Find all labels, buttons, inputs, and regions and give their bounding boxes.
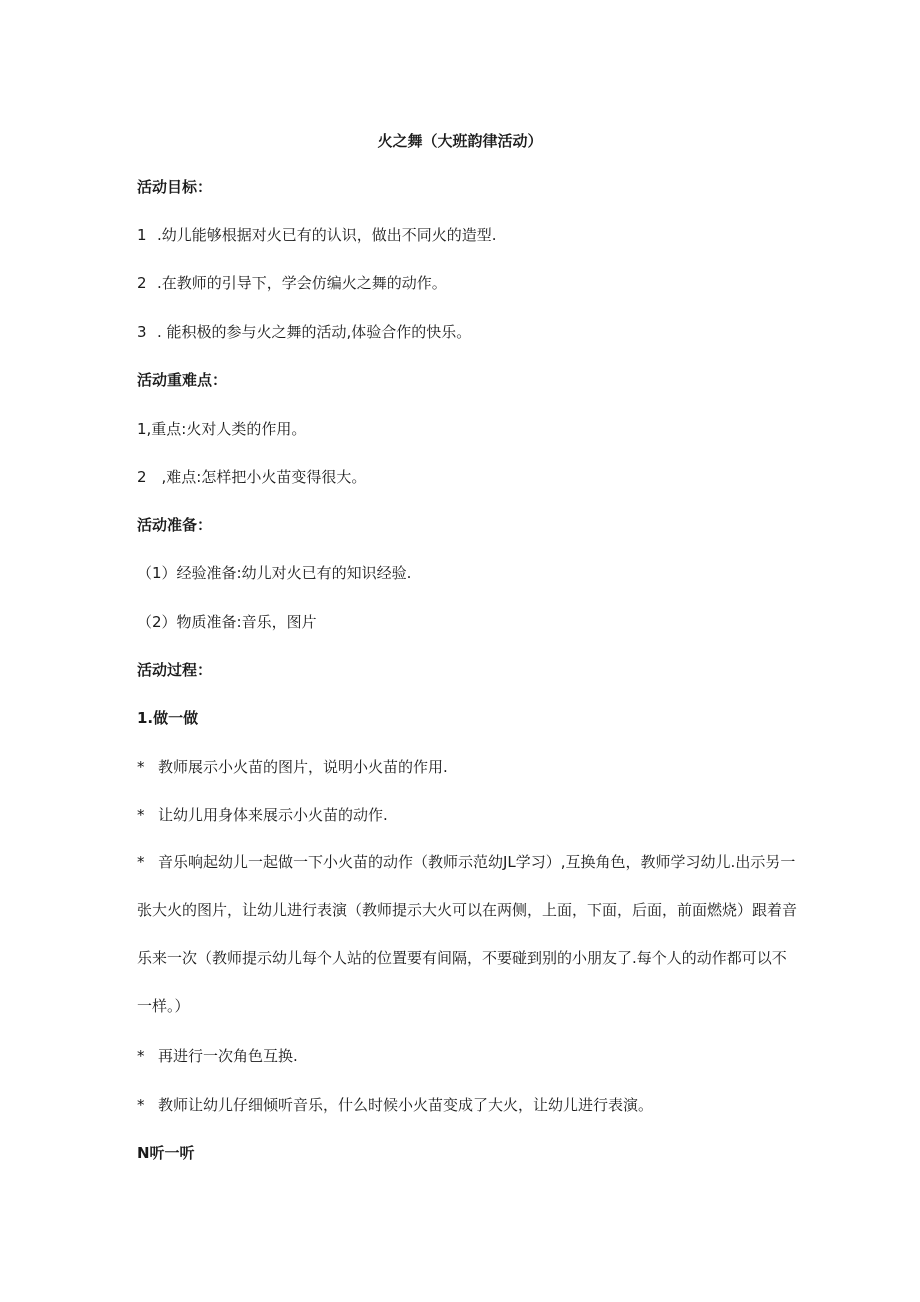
bullet-star: *	[137, 1096, 145, 1114]
goal-item-3	[137, 321, 797, 343]
bullet-star: *	[137, 853, 145, 871]
section-heading-1: 1.做一做	[137, 709, 199, 727]
section-heading-2: N听一听	[137, 1144, 195, 1162]
goal-number: 3	[137, 323, 147, 341]
goal-number: 2	[137, 274, 147, 292]
process-bullet-5	[137, 1094, 797, 1116]
bullet-star: *	[137, 1047, 145, 1065]
key-point-2: 2 ,难点:怎样把小火苗变得很大。	[137, 468, 367, 486]
goal-text: .幼儿能够根据对火已有的认识，做出不同火的造型.	[157, 226, 497, 244]
key-point-1: 1,重点:火对人类的作用。	[137, 420, 307, 438]
process-bullet-2	[137, 804, 797, 826]
bullet-text: 教师展示小火苗的图片，说明小火苗的作用.	[158, 758, 448, 776]
process-bullet-3	[137, 838, 797, 1030]
process-bullet-1	[137, 756, 797, 778]
bullet-text: 让幼儿用身体来展示小火苗的动作.	[158, 806, 388, 824]
preparation-item-2: （2）物质准备:音乐，图片	[137, 613, 317, 631]
goal-item-2	[137, 272, 797, 294]
bullet-star: *	[137, 806, 145, 824]
bullet-star: *	[137, 758, 145, 776]
goal-text: . 能积极的参与火之舞的活动,体验合作的快乐。	[157, 323, 472, 341]
goal-item-1	[137, 224, 797, 246]
process-bullet-4	[137, 1045, 797, 1067]
bullet-text: 教师让幼儿仔细倾听音乐，什么时候小火苗变成了大火，让幼儿进行表演。	[158, 1096, 654, 1114]
preparation-item-1: （1）经验准备:幼儿对火已有的知识经验.	[137, 564, 412, 582]
document-title: 火之舞（大班韵律活动）	[377, 132, 543, 150]
key-points-heading: 活动重难点：	[137, 371, 228, 389]
goal-text: .在教师的引导下，学会仿编火之舞的动作。	[157, 274, 447, 292]
process-heading: 活动过程：	[137, 661, 213, 679]
preparation-heading: 活动准备：	[137, 516, 213, 534]
bullet-text: 再进行一次角色互换.	[158, 1047, 298, 1065]
goal-number: 1	[137, 226, 147, 244]
goals-heading: 活动目标：	[137, 178, 213, 196]
bullet-text: 音乐响起幼儿一起做一下小火苗的动作（教师示范幼JL学习）,互换角色，教师学习幼儿.出示另一张大火的图片，让幼儿进行表演（教师提示大火可以在两侧，上面，下面，后面，前面燃烧）跟着音乐来一次（教师提示幼儿每个人站的位置要有间隔，不要碰到别的小朋友了.每个人的动作都可以不一样。）	[137, 853, 798, 1015]
